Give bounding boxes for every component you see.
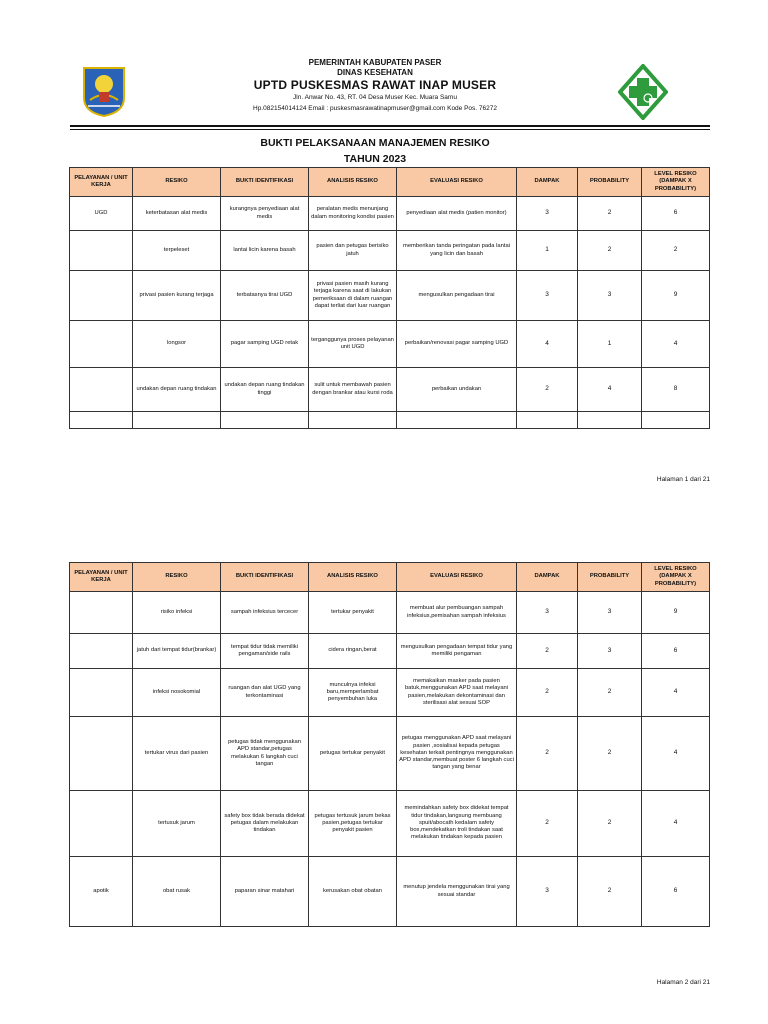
cell-impact: 1 — [517, 231, 578, 271]
cell-impact: 2 — [517, 634, 578, 669]
cell-unit: apotik — [70, 857, 133, 927]
col-header-level: LEVEL RESIKO (DAMPAK X PROBABILITY) — [642, 563, 710, 592]
cell-risk: infeksi nosokomial — [133, 669, 221, 717]
col-header-probability: PROBABILITY — [578, 168, 642, 197]
letterhead — [0, 56, 768, 122]
cell-evaluation: memakaikan masker pada pasien batuk,menggunakan APD saat melayani pasien,melakukan dekontaminasi dan sterilisasi alat sesuai SOP — [397, 669, 517, 717]
cell-evaluation: memberikan tanda peringatan pada lantai yang licin dan basah — [397, 231, 517, 271]
cell-level: 6 — [642, 197, 710, 231]
risk-table-page-1 — [69, 167, 710, 429]
cell-probability: 2 — [578, 857, 642, 927]
table-row — [70, 791, 710, 857]
cell-level: 4 — [642, 321, 710, 368]
cell-risk: keterbatasan alat medis — [133, 197, 221, 231]
cell-evaluation: menutup jendela menggunakan tirai yang sesuai standar — [397, 857, 517, 927]
table-row — [70, 592, 710, 634]
cell-level: 4 — [642, 717, 710, 791]
cell-impact: 3 — [517, 271, 578, 321]
cell-risk: risiko infeksi — [133, 592, 221, 634]
cell-unit — [70, 321, 133, 368]
cell-unit — [70, 271, 133, 321]
col-header-evaluation: EVALUASI RESIKO — [397, 168, 517, 197]
cell-analysis: tertukar penyakit — [309, 592, 397, 634]
cell-probability: 3 — [578, 271, 642, 321]
govt-line: PEMERINTAH KABUPATEN PASER — [308, 58, 442, 67]
col-header-probability: PROBABILITY — [578, 563, 642, 592]
cell-evidence: tempat tidur tidak memiliki pengaman/side rails — [221, 634, 309, 669]
cell-unit — [70, 791, 133, 857]
cell-evidence: paparan sinar matahari — [221, 857, 309, 927]
cell-analysis: munculnya infeksi baru,memperlambat penyembuhan luka — [309, 669, 397, 717]
table-row — [70, 231, 710, 271]
cell-probability: 3 — [578, 634, 642, 669]
cell-level: 2 — [642, 231, 710, 271]
col-header-impact: DAMPAK — [517, 168, 578, 197]
table-row — [70, 321, 710, 368]
cell-analysis: petugas tertukar penyakit — [309, 717, 397, 791]
cell-evaluation: memindahkan safety box didekat tempat tidur tindakan,langsung membuang spuit/abocath kedalam safety box,mendekatkan troli tindakan saat melakukan tindakan kepada pasien — [397, 791, 517, 857]
cell-risk: privasi pasien kurang terjaga — [133, 271, 221, 321]
document-year: TAHUN 2023 — [343, 153, 407, 165]
cell-level: 4 — [642, 791, 710, 857]
cell-analysis: pasien dan petugas berisiko jatuh — [309, 231, 397, 271]
agency-line: DINAS KESEHATAN — [337, 68, 413, 77]
cell-risk: longsor — [133, 321, 221, 368]
cell-level: 9 — [642, 592, 710, 634]
header-rule-thin — [70, 129, 710, 130]
cell-evidence: petugas tidak menggunakan APD standar,petugas melakukan 6 langkah cuci tangan — [221, 717, 309, 791]
table-row — [70, 634, 710, 669]
cell-impact: 2 — [517, 669, 578, 717]
cell-probability: 1 — [578, 321, 642, 368]
cell-probability: 2 — [578, 791, 642, 857]
cell-level: 4 — [642, 669, 710, 717]
col-header-unit: PELAYANAN / UNIT KERJA — [70, 168, 133, 197]
puskesmas-cross-icon — [618, 64, 668, 120]
cell-risk: obat rusak — [133, 857, 221, 927]
cell-impact: 2 — [517, 791, 578, 857]
cell-evaluation: mengusulkan pengadaan tirai — [397, 271, 517, 321]
cell-risk: tertukar virus dari pasien — [133, 717, 221, 791]
cell-evaluation: petugas menggunakan APD saat melayani pasien ,sosialisai kepada petugas kesehatan terkait pentingnya menggunakan APD standar,membuat poster 6 langkah cuci tangan yang benar — [397, 717, 517, 791]
cell-evaluation: perbaikan undakan — [397, 368, 517, 412]
col-header-analysis: ANALISIS RESIKO — [309, 563, 397, 592]
col-header-impact: DAMPAK — [517, 563, 578, 592]
cell-evidence: ruangan dan alat UGD yang terkontaminasi — [221, 669, 309, 717]
cell-analysis: petugas tertusuk jarum bekas pasien,petugas tertukar penyakit pasien — [309, 791, 397, 857]
table-row — [70, 197, 710, 231]
cell-unit: UGD — [70, 197, 133, 231]
table-row — [70, 271, 710, 321]
cell-evidence: terbatasnya tirai UGD — [221, 271, 309, 321]
cell-impact: 2 — [517, 717, 578, 791]
cell-probability: 3 — [578, 592, 642, 634]
cell-analysis: kerusakan obat obatan — [309, 857, 397, 927]
cell-unit — [70, 717, 133, 791]
col-header-unit: PELAYANAN / UNIT KERJA — [70, 563, 133, 592]
col-header-analysis: ANALISIS RESIKO — [309, 168, 397, 197]
cell-risk: jatuh dari tempat tidur(brankar) — [133, 634, 221, 669]
contact-line: Hp.082154014124 Email : puskesmasrawatinapmuser@gmail.com Kode Pos. 76272 — [253, 105, 497, 112]
cell-risk: terpeleset — [133, 231, 221, 271]
cell-evidence: undakan depan ruang tindakan tinggi — [221, 368, 309, 412]
cell-impact: 4 — [517, 321, 578, 368]
page-number: Halaman 1 dari 21 — [656, 476, 710, 483]
cell-unit — [70, 592, 133, 634]
cell-analysis: terganggunya proses pelayanan unit UGD — [309, 321, 397, 368]
table-row — [70, 717, 710, 791]
cell-unit — [70, 669, 133, 717]
cell-evaluation: membuat alur pembuangan sampah infeksius,pemisahan sampah infeksius — [397, 592, 517, 634]
cell-risk: undakan depan ruang tindakan — [133, 368, 221, 412]
cell-impact: 2 — [517, 368, 578, 412]
risk-table-page-2 — [69, 562, 710, 927]
cell-unit — [70, 231, 133, 271]
cell-evidence: kurangnya penyediaan alat medis — [221, 197, 309, 231]
institution-name: UPTD PUSKESMAS RAWAT INAP MUSER — [253, 78, 497, 92]
address-line: Jln. Anwar No. 43, RT. 04 Desa Muser Kec. Muara Samu — [293, 94, 457, 101]
cell-evidence: safety box tidak berada didekat petugas dalam melakukan tindakan — [221, 791, 309, 857]
cell-probability: 2 — [578, 717, 642, 791]
table-header-row — [70, 563, 710, 592]
cell-impact: 3 — [517, 592, 578, 634]
cell-level: 8 — [642, 368, 710, 412]
cell-impact: 3 — [517, 857, 578, 927]
cell-impact: 3 — [517, 197, 578, 231]
cell-analysis: privasi pasien masih kurang terjaga karena saat di lakukan pemeriksaan di dalam ruangan dapat terliat dari luar ruangan — [309, 271, 397, 321]
col-header-evidence: BUKTI IDENTIFIKASI — [221, 563, 309, 592]
cell-probability: 4 — [578, 368, 642, 412]
cell-analysis: sulit untuk membawah pasien dengan brankar atau kursi roda — [309, 368, 397, 412]
table-row — [70, 857, 710, 927]
col-header-evidence: BUKTI IDENTIFIKASI — [221, 168, 309, 197]
cell-unit — [70, 368, 133, 412]
document-page-2 — [0, 512, 768, 1024]
col-header-risk: RESIKO — [133, 563, 221, 592]
cell-level: 6 — [642, 857, 710, 927]
cell-analysis: peralatan medis menunjang dalam monitoring kondisi pasien — [309, 197, 397, 231]
cell-evidence: sampah infeksius tercecer — [221, 592, 309, 634]
cell-evaluation: perbaikan/renovasi pagar samping UGD — [397, 321, 517, 368]
cell-evidence: pagar samping UGD retak — [221, 321, 309, 368]
table-header-row — [70, 168, 710, 197]
cell-level: 6 — [642, 634, 710, 669]
cell-level: 9 — [642, 271, 710, 321]
cell-probability: 2 — [578, 231, 642, 271]
cell-evaluation: mengusulkan pengadaan tempat tidur yang memiliki pengaman — [397, 634, 517, 669]
col-header-evaluation: EVALUASI RESIKO — [397, 563, 517, 592]
cell-probability: 2 — [578, 669, 642, 717]
header-rule — [70, 125, 710, 127]
col-header-risk: RESIKO — [133, 168, 221, 197]
page-number: Halaman 2 dari 21 — [656, 979, 710, 986]
cell-probability: 2 — [578, 197, 642, 231]
paser-emblem-icon — [80, 64, 128, 118]
table-row — [70, 368, 710, 412]
cell-risk: tertusuk jarum — [133, 791, 221, 857]
cell-unit — [70, 634, 133, 669]
table-row — [70, 669, 710, 717]
col-header-level: LEVEL RESIKO (DAMPAK X PROBABILITY) — [642, 168, 710, 197]
cell-evaluation: penyediaan alat medis (patien monitor) — [397, 197, 517, 231]
cell-evidence: lantai licin karena basah — [221, 231, 309, 271]
document-title: BUKTI PELAKSANAAN MANAJEMEN RESIKO — [260, 137, 490, 149]
table-row-empty — [70, 412, 710, 429]
cell-analysis: cidera ringan,berat — [309, 634, 397, 669]
